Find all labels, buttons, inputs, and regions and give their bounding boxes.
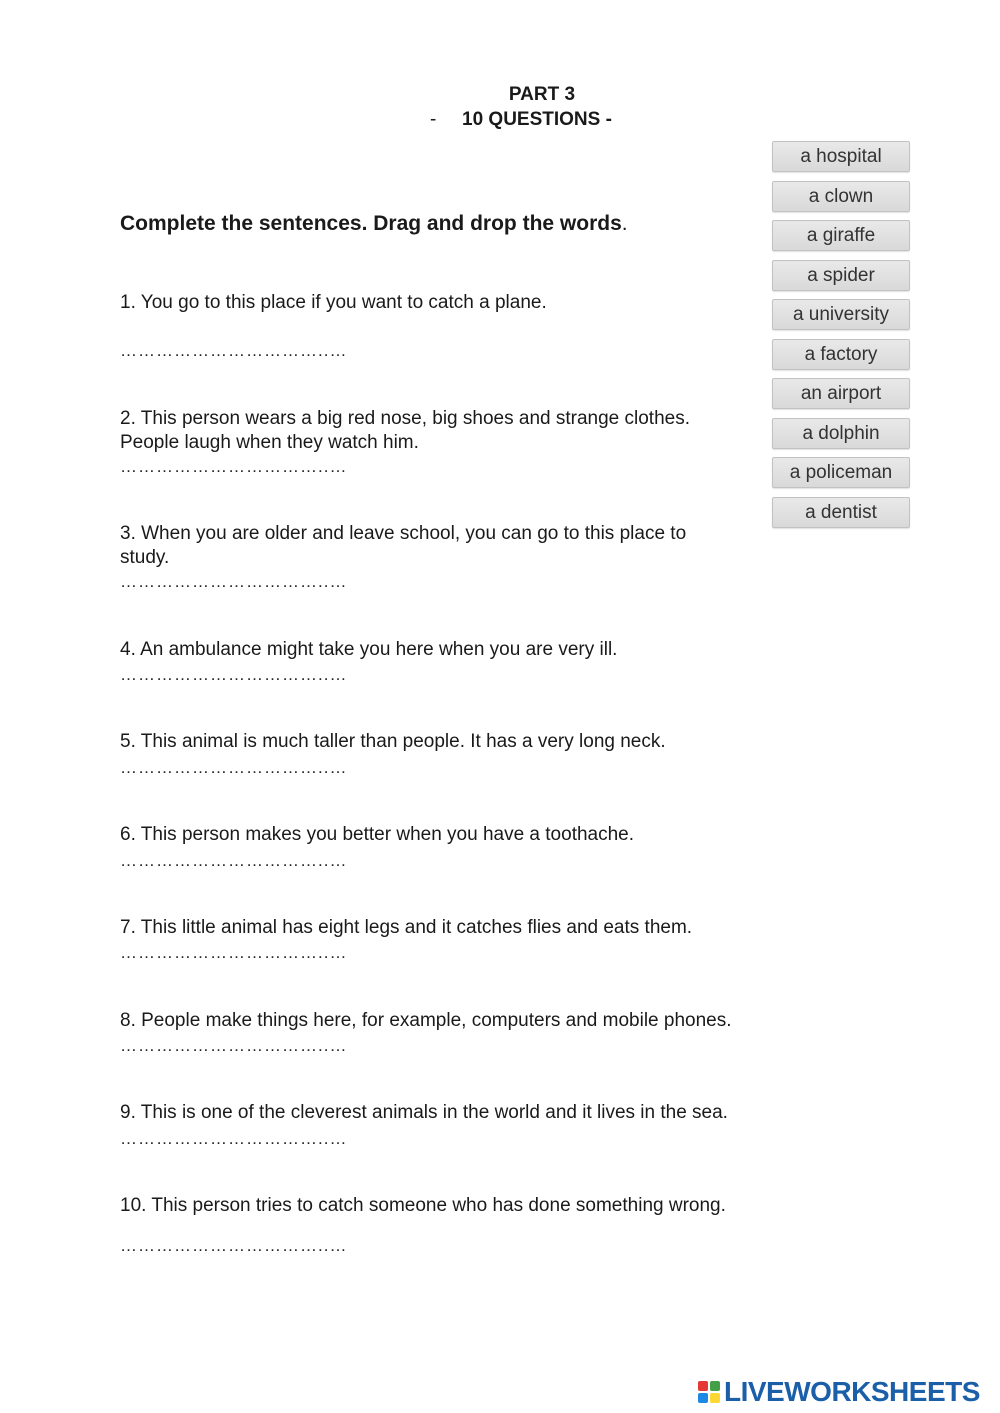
header-dash: - [430, 109, 437, 130]
question-text: 3. When you are older and leave school, you can go to this place to [120, 523, 687, 544]
logo-square-yellow [710, 1393, 720, 1403]
question-text: 4. An ambulance might take you here when you are very ill. [120, 639, 618, 660]
page-title: PART 3 [508, 84, 576, 105]
question-text: 1. You go to this place if you want to catch a plane. [120, 292, 547, 313]
word-bank [772, 141, 910, 536]
liveworksheets-logo-icon [698, 1381, 720, 1403]
answer-drop-zone-3[interactable]: ……………………………..… [120, 572, 348, 591]
question-text: 10. This person tries to catch someone who has done something wrong. [120, 1195, 726, 1216]
word-chip-giraffe[interactable]: a giraffe [772, 220, 910, 251]
answer-drop-zone-4[interactable]: ……………………………..… [120, 665, 348, 684]
question-1 [120, 291, 780, 315]
logo-square-blue [698, 1393, 708, 1403]
word-chip-dentist[interactable]: a dentist [772, 497, 910, 528]
question-3 [120, 522, 780, 570]
question-text: 5. This animal is much taller than people. It has a very long neck. [120, 731, 666, 752]
answer-drop-zone-6[interactable]: ……………………………..… [120, 851, 348, 870]
question-5 [120, 730, 780, 754]
question-10 [120, 1194, 780, 1218]
question-text: 7. This little animal has eight legs and it catches flies and eats them. [120, 917, 693, 938]
question-2 [120, 407, 780, 455]
question-6 [120, 823, 780, 847]
answer-drop-zone-10[interactable]: ……………………………..… [120, 1236, 348, 1255]
word-chip-airport[interactable]: an airport [772, 378, 910, 409]
word-chip-dolphin[interactable]: a dolphin [772, 418, 910, 449]
answer-drop-zone-2[interactable]: ……………………………..… [120, 457, 348, 476]
answer-drop-zone-5[interactable]: ……………………………..… [120, 758, 348, 777]
instruction-text: Complete the sentences. Drag and drop the words [120, 212, 622, 235]
answer-drop-zone-9[interactable]: ……………………………..… [120, 1129, 348, 1148]
word-chip-hospital[interactable]: a hospital [772, 141, 910, 172]
question-text: 8. People make things here, for example, computers and mobile phones. [120, 1010, 732, 1031]
question-count-label: 10 QUESTIONS - [462, 109, 612, 130]
word-chip-clown[interactable]: a clown [772, 181, 910, 212]
question-text-line2: study. [120, 547, 170, 568]
question-9 [120, 1101, 780, 1125]
instruction-period: . [621, 212, 628, 235]
word-chip-spider[interactable]: a spider [772, 260, 910, 291]
logo-square-green [710, 1381, 720, 1391]
instruction [120, 212, 628, 236]
question-8 [120, 1009, 780, 1033]
question-4 [120, 638, 780, 662]
word-chip-policeman[interactable]: a policeman [772, 457, 910, 488]
word-chip-factory[interactable]: a factory [772, 339, 910, 370]
logo-text: LIVEWORKSHEETS [724, 1376, 980, 1407]
question-text: 2. This person wears a big red nose, big shoes and strange clothes. [120, 408, 690, 429]
question-text: 9. This is one of the cleverest animals in the world and it lives in the sea. [120, 1102, 728, 1123]
liveworksheets-logo[interactable] [698, 1375, 980, 1409]
question-text-line2: People laugh when they watch him. [120, 432, 419, 453]
word-chip-university[interactable]: a university [772, 299, 910, 330]
answer-drop-zone-7[interactable]: ……………………………..… [120, 943, 348, 962]
answer-drop-zone-1[interactable]: ……………………………..… [120, 341, 348, 360]
question-text: 6. This person makes you better when you have a toothache. [120, 824, 635, 845]
question-7 [120, 916, 780, 940]
answer-drop-zone-8[interactable]: ……………………………..… [120, 1036, 348, 1055]
logo-square-red [698, 1381, 708, 1391]
